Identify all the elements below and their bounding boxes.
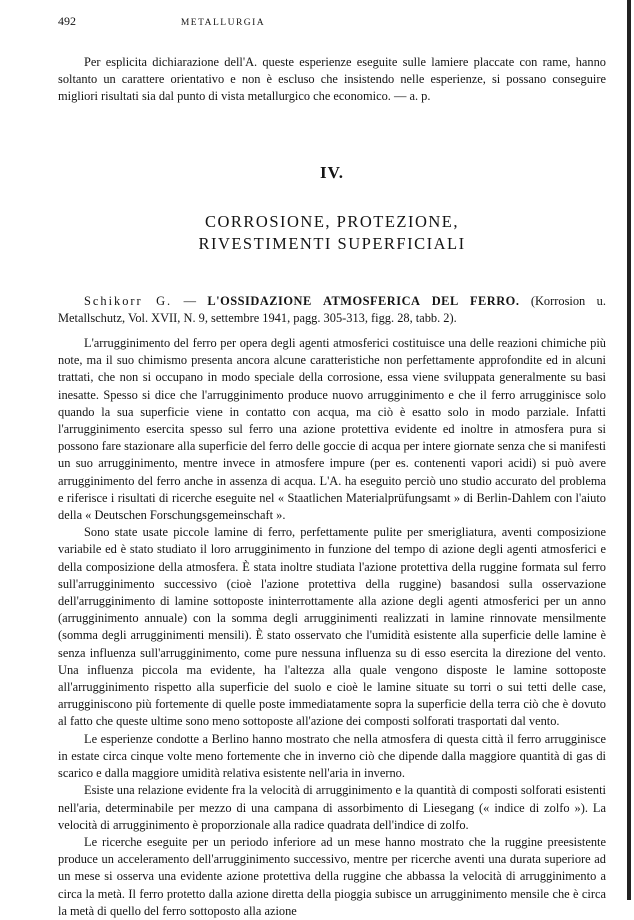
citation-dash: — <box>172 293 208 308</box>
body-paragraph: L'arrugginimento del ferro per opera degli agenti atmosferici costituisce una delle reazioni chimiche più note, ma il suo chimismo presenta ancora alcune caratteristiche non perfettamente approfondite ed in alcuni trattati, che non si occupano in modo speciale della corrosione, essa viene sviluppata generalmente su basi inesatte. Spesso si dice che l'arrugginimento produce nuovo arrugginimento e che il ferro arrugginisce solo quando la sua superficie viene in contatto con acqua, ma ciò è esatto solo in modo parziale. Infatti l'arrugginimento esercita spesso sul ferro una azione protettiva evidente ed inoltre in atmosfera pura si possono fare stazionare alla superficie del ferro delle goccie di acqua per intere giornate senza che si manifesti un suo arrugginimento, mentre invece in atmosfere impure (per es. contenenti vapori acidi) si può avere arrugginimento del ferro anche in assenza di acqua. L'A. ha eseguito perciò uno studio accurato del problema e riferisce i risultati di ricerche eseguite nel « Staatlichen Materialprüfungsamt » di Berlin-Dahlem con l'aiuto della « Deutschen Forschungsgemeinschaft ». <box>58 336 606 523</box>
article-source: (Korrosion u. Metallschutz, Vol. XVII, N. 9, settembre 1941, pagg. 305-313, figg. 28, tabb. 2). <box>58 293 606 325</box>
body-paragraph: Le esperienze condotte a Berlino hanno mostrato che nella atmosfera di questa città il ferro arrugginisce in estate circa cinque volte meno fortemente che in inverno ciò che dipende dalla maggiore quantità di gas di scarico e dalla maggiore umidità relativa esistente nell'aria in inverno. <box>58 731 606 781</box>
page <box>58 14 606 920</box>
page-edge-shadow <box>627 0 631 900</box>
section-title-line-1: CORROSIONE, PROTEZIONE, <box>204 211 460 231</box>
body-paragraph: Esiste una relazione evidente fra la velocità di arrugginimento e la quantità di composti solforati esistenti nell'aria, determinabile per mezzo di una campana di assorbimento di Liesegang (« indice di zolfo »). La velocità di arrugginimento è proporzionale alla radice quadrata dell'indice di zolfo. <box>58 783 606 832</box>
section-title-line-2: RIVESTIMENTI SUPERFICIALI <box>198 233 466 253</box>
chapter-number: IV. <box>320 162 344 182</box>
section-title <box>58 211 606 255</box>
page-number: 492 <box>58 14 76 28</box>
article-citation <box>58 293 606 327</box>
article-author: Schikorr G. <box>84 293 173 308</box>
running-title: METALLURGIA <box>180 18 266 28</box>
running-header <box>58 14 606 32</box>
body-paragraph: Sono state usate piccole lamine di ferro, perfettamente pulite per smerigliatura, aventi composizione variabile ed è stato studiato il loro arrugginimento in funzione del tempo di azione degli agenti atmosferici e della composizione della atmosfera. È stata inoltre studiata l'azione protettiva della ruggine formata sul ferro sull'arrugginimento successivo (cioè l'azione protettiva della ruggine) basandosi sulla osservazione dell'arrugginimento di lamine sottoposte ininterrottamente alla azione degli agenti atmosferici per un anno (arrugginimento annuale) con la somma degli arrugginimenti realizzati in lamine rinnovate mensilmente (somma degli arrugginimenti mensili). È stato osservato che l'umidità esistente alla superficie delle lamine è senza influenza sull'arrugginimento, come pure nessuna influenza su di esso esercita la direzione del vento. Una influenza piccola ma evidente, ha l'altezza alla quale vengono disposte le lamine sottoposte all'arrugginimento rispetto alla superficie del suolo e cioè le lamine situate su torri o sui tetti delle case, arrugginiscono più fortemente di quelle poste immediatamente sopra la superficie della terra ciò che è dovuto al fatto che queste ultime sono meno sottoposte all'azione dei composti solforati trasportati dal vento. <box>58 525 606 729</box>
intro-paragraph: Per esplicita dichiarazione dell'A. queste esperienze eseguite sulle lamiere placcate con rame, hanno soltanto un carattere orientativo e non è escluso che insistendo nelle esperienze, si possano conseguire migliori risultati sia dal punto di vista metallurgico che economico. — a. p. <box>58 55 606 104</box>
body-paragraph: Le ricerche eseguite per un periodo inferiore ad un mese hanno mostrato che la ruggine preesistente produce un acceleramento dell'arrugginimento successivo, mentre per ricerche aventi una durata superiore ad un mese si osserva una evidente azione protettiva della ruggine che abbassa la velocità di arrugginimento a circa la metà. Il ferro protetto dalla azione diretta della pioggia subisce un arrugginimento mensile che è circa la metà di quello del ferro sottoposto alla azione <box>58 834 606 918</box>
article-title: L'OSSIDAZIONE ATMOSFERICA DEL FERRO. <box>207 293 520 308</box>
